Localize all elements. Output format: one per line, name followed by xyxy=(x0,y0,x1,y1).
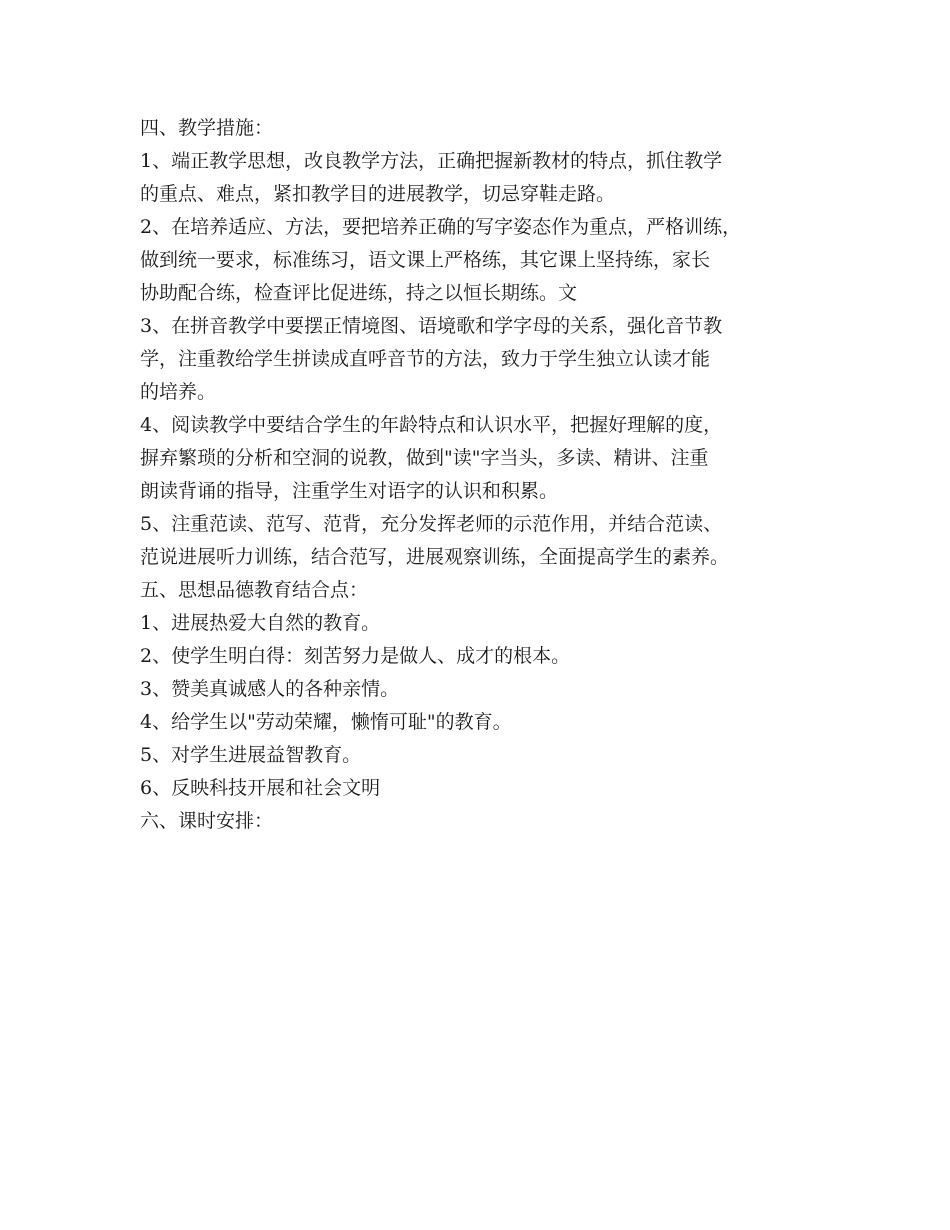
paragraph-line: 4、阅读教学中要结合学生的年龄特点和认识水平，把握好理解的度， xyxy=(140,414,723,436)
paragraph-line: 1、端正教学思想，改良教学方法，正确把握新教材的特点，抓住教学 xyxy=(140,150,723,172)
list-item: 1、进展热爱大自然的教育。 xyxy=(140,612,381,634)
paragraph-line: 做到统一要求，标准练习，语文课上严格练，其它课上坚持练，家长 xyxy=(140,249,711,271)
section-heading-schedule: 六、课时安排： xyxy=(140,810,274,832)
paragraph-line: 2、在培养适应、方法，要把培养正确的写字姿态作为重点，严格训练， xyxy=(140,216,742,238)
section-heading-moral-education: 五、思想品德教育结合点： xyxy=(140,579,369,601)
document-body xyxy=(140,112,830,838)
paragraph-line: 朗读背诵的指导，注重学生对语字的认识和积累。 xyxy=(140,480,559,502)
paragraph-line: 学，注重教给学生拼读成直呼音节的方法，致力于学生独立认读才能 xyxy=(140,348,711,370)
list-item: 6、反映科技开展和社会文明 xyxy=(140,777,381,799)
paragraph-line: 5、注重范读、范写、范背，充分发挥老师的示范作用，并结合范读、 xyxy=(140,513,723,535)
paragraph-line: 的培养。 xyxy=(140,381,217,403)
paragraph-line: 的重点、难点，紧扣教学目的进展教学，切忌穿鞋走路。 xyxy=(140,183,616,205)
paragraph-line: 摒弃繁琐的分析和空洞的说教，做到"读"字当头，多读、精讲、注重 xyxy=(140,447,709,469)
list-item: 4、给学生以"劳动荣耀，懒惰可耻"的教育。 xyxy=(140,711,512,733)
section-heading-measures: 四、教学措施： xyxy=(140,117,274,139)
list-item: 5、对学生进展益智教育。 xyxy=(140,744,362,766)
paragraph-line: 范说进展听力训练，结合范写，进展观察训练，全面提高学生的素养。 xyxy=(140,546,730,568)
paragraph-line: 3、在拼音教学中要摆正情境图、语境歌和学字母的关系，强化音节教 xyxy=(140,315,723,337)
list-item: 3、赞美真诚感人的各种亲情。 xyxy=(140,678,400,700)
paragraph-line: 协助配合练，检查评比促进练，持之以恒长期练。文 xyxy=(140,282,578,304)
list-item: 2、使学生明白得：刻苦努力是做人、成才的根本。 xyxy=(140,645,571,667)
